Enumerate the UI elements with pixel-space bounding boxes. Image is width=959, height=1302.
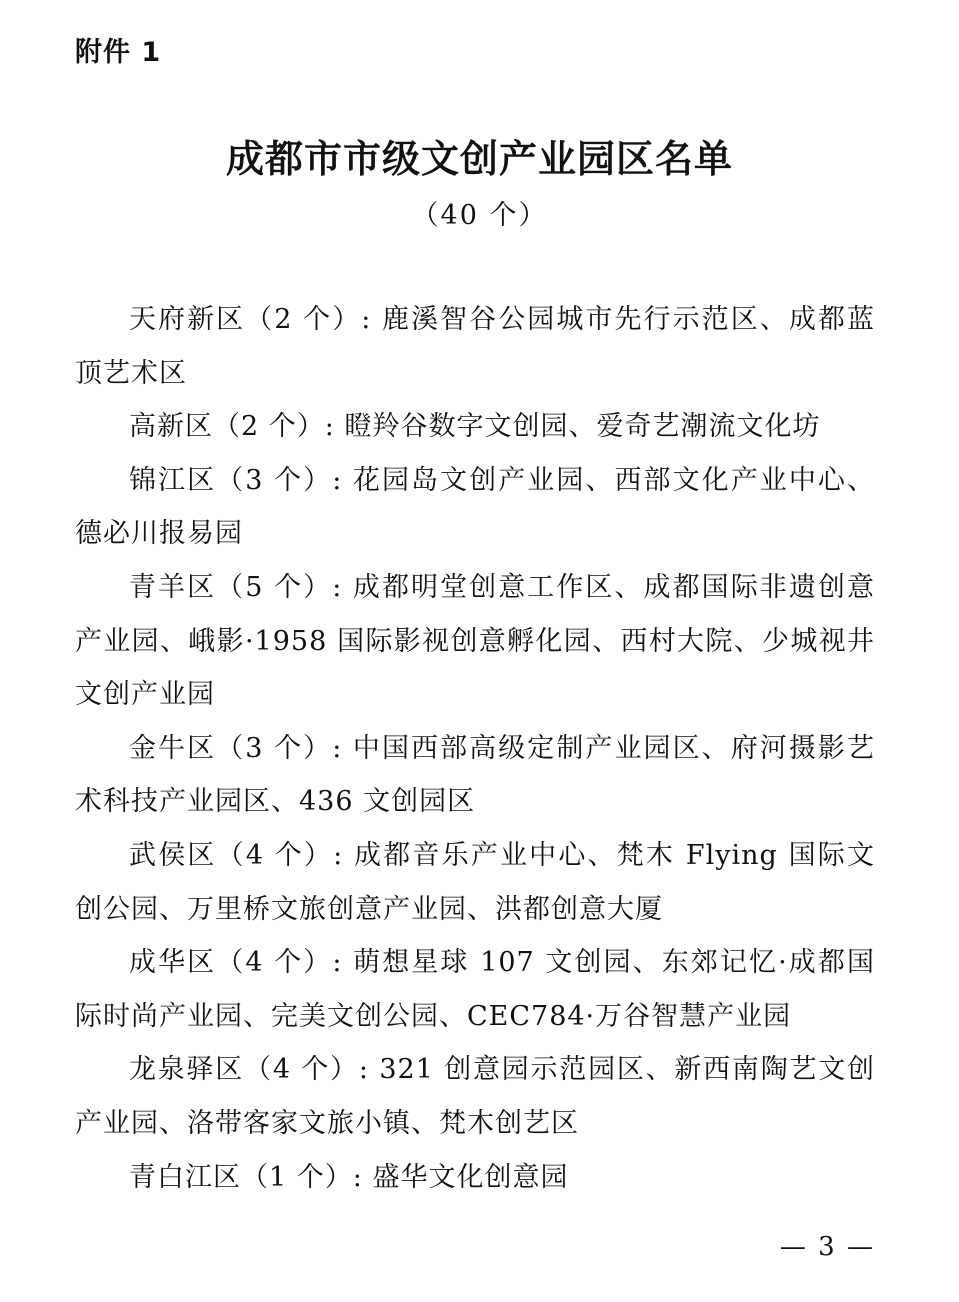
district-list: [75, 293, 875, 1204]
district-paragraph-jinniu: 金牛区（3 个）: 中国西部高级定制产业园区、府河摄影艺术科技产业园区、436 文创园区: [75, 732, 875, 818]
district-paragraph-tianfu: 天府新区（2 个）: 鹿溪智谷公园城市先行示范区、成都蓝顶艺术区: [75, 304, 875, 389]
document-subtitle: （40 个）: [411, 200, 548, 231]
district-paragraph-wuhou: 武侯区（4 个）: 成都音乐产业中心、梵木 Flying 国际文创公园、万里桥文旅创意产业园、洪都创意大厦: [75, 839, 875, 925]
district-paragraph-qingbaijiang: 青白江区（1 个）: 盛华文化创意园: [129, 1161, 569, 1193]
district-paragraph-longquanyi: 龙泉驿区（4 个）: 321 创意园示范园区、新西南陶艺文创产业园、洛带客家文旅小镇、梵木创艺区: [75, 1054, 875, 1139]
district-paragraph-chenghua: 成华区（4 个）: 萌想星球 107 文创园、东郊记忆·成都国际时尚产业园、完美文创公园、CEC784·万谷智慧产业园: [75, 947, 875, 1032]
district-paragraph-qingyang: 青羊区（5 个）: 成都明堂创意工作区、成都国际非遗创意产业园、峨影·1958 国际影视创意孵化园、西村大院、少城视井文创产业园: [75, 571, 875, 711]
page-number: — 3 —: [779, 1232, 875, 1262]
district-paragraph-jinjiang: 锦江区（3 个）: 花园岛文创产业园、西部文化产业中心、德必川报易园: [75, 464, 875, 550]
document-title: 成都市市级文创产业园区名单: [225, 136, 733, 181]
attachment-label: 附件 1: [75, 37, 162, 68]
district-paragraph-gaoxin: 高新区（2 个）: 瞪羚谷数字文创园、爱奇艺潮流文化坊: [129, 411, 821, 443]
